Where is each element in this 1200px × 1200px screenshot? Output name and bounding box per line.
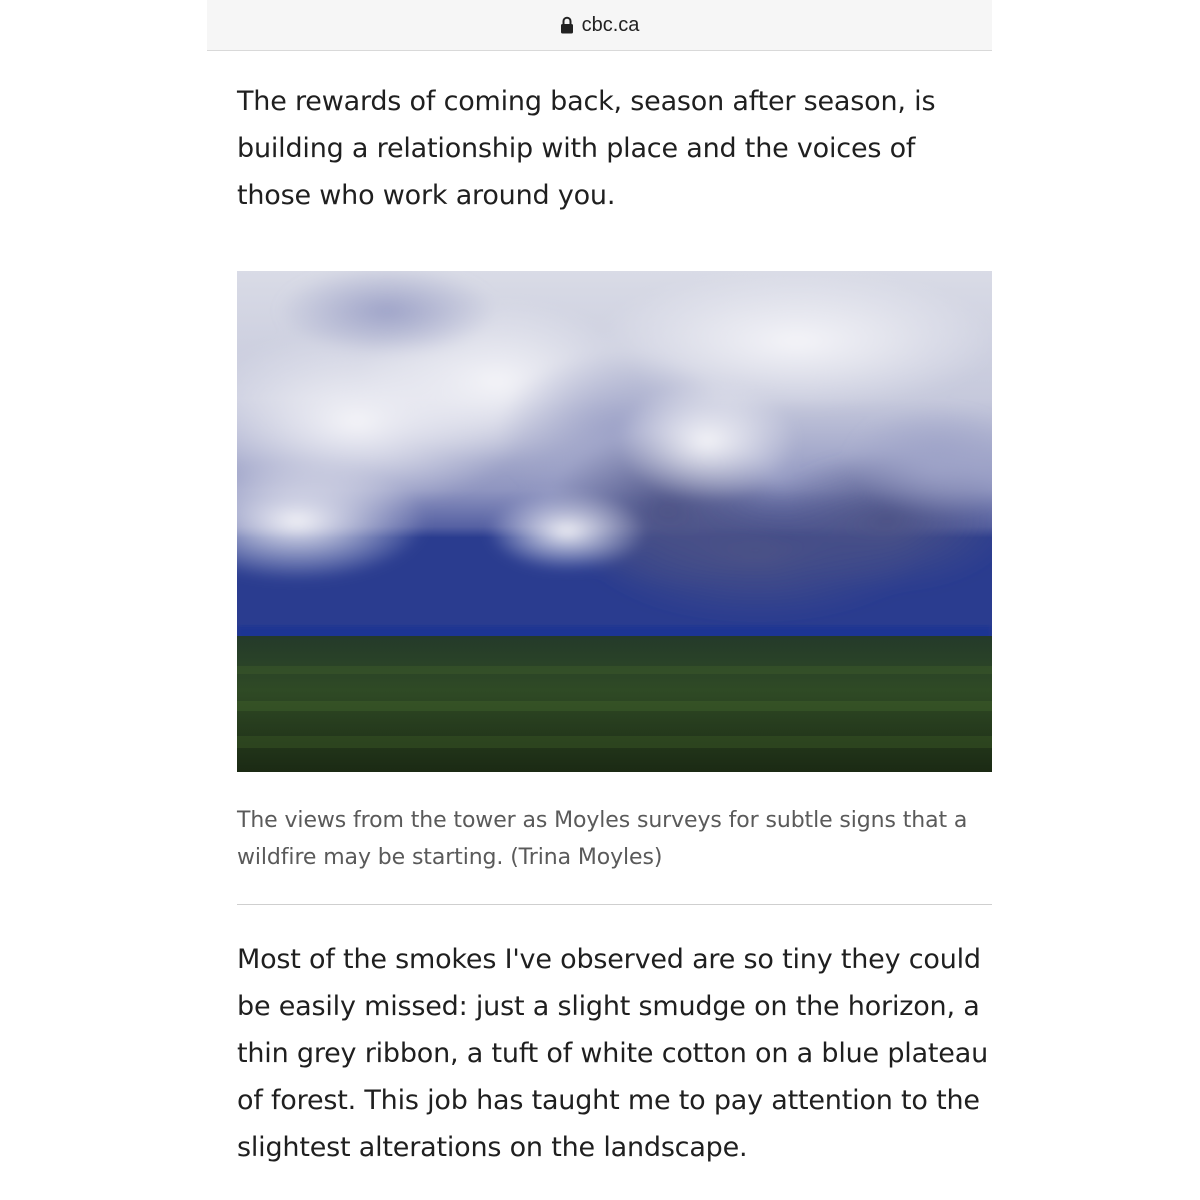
- article-paragraph-2: Most of the smokes I've observed are so tiny they could be easily missed: just a slight smudge on the horizon, a thin grey ribbon, a tuft of white cotton on a blue plateau of forest. This job has taught me to pay attention to the slightest alterations on the landscape.: [237, 944, 988, 1163]
- caption-divider: [237, 904, 992, 905]
- lock-icon: [560, 16, 574, 34]
- url-text: cbc.ca: [581, 13, 640, 36]
- article-paragraph-1: The rewards of coming back, season after season, is building a relationship with place and the voices of those who work around you.: [237, 86, 936, 211]
- image-caption: The views from the tower as Moyles surveys for subtle signs that a wildfire may be starting. (Trina Moyles): [237, 808, 968, 870]
- browser-url-bar[interactable]: [207, 0, 992, 51]
- article-photo: [237, 271, 992, 772]
